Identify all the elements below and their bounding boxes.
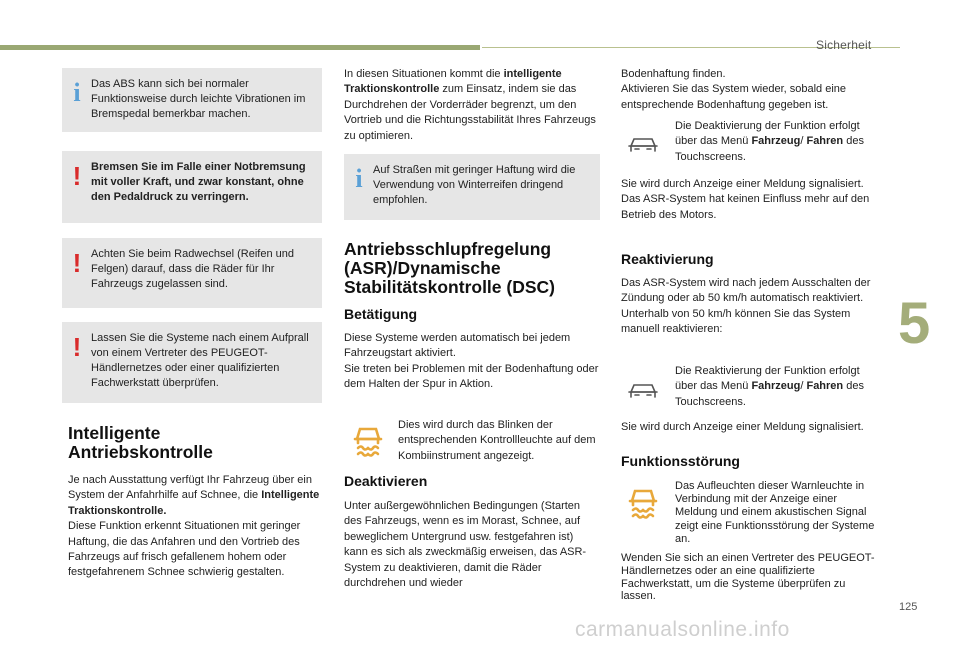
fault-lamp-description: Das Aufleuchten dieser Warnleuchte in Verbindung mit der Anzeige einer Meldung und einem akustischen Signal zeigt eine Funktionsstörung der Systeme an. xyxy=(675,480,875,545)
text: / xyxy=(800,380,807,393)
deactivation-result-text xyxy=(621,177,877,223)
bold-text: Intelligente Traktionskontrolle. xyxy=(68,489,320,517)
text: / xyxy=(800,135,807,148)
paragraph: Sie treten bei Problemen mit der Bodenhaftung oder dem Halten der Spur in Aktion. xyxy=(344,362,599,391)
exclamation-icon: ! xyxy=(72,161,82,191)
menu-name: Fahren xyxy=(806,135,844,148)
car-outline-icon xyxy=(628,136,658,154)
lamp-description: Dies wird durch das Blinken der entsprechenden Kontrollleuchte auf dem Kombiinstrument angezeigt. xyxy=(398,419,596,462)
deactivation-menu-text xyxy=(675,119,875,165)
deaktivieren-text xyxy=(344,499,600,591)
reactivation-menu-text xyxy=(675,364,875,410)
left-body-text xyxy=(68,473,322,581)
warning-box-text: Bremsen Sie im Falle einer Notbremsung mit voller Kraft, und zwar konstant, ohne den Pedaldruck zu verringern. xyxy=(91,161,306,203)
heading-line: Antriebsschlupfregelung xyxy=(344,239,552,259)
text: Die Reaktivierung der Funktion erfolgt über das Menü xyxy=(675,365,860,393)
paragraph: Das ASR-System hat keinen Einfluss mehr auf den Betrieb des Motors. xyxy=(621,193,870,221)
reactivation-result-text xyxy=(621,420,877,435)
paragraph: Unterhalb von 50 km/h können Sie das System manuell reaktivieren: xyxy=(621,307,851,336)
paragraph: Wenden Sie sich an einen Vertreter des PEUGEOT-Händlernetzes oder an eine qualifizierte Fachwerkstatt, um die Systeme überprüfen zu lassen. xyxy=(621,552,875,603)
info-box-text: Das ABS kann sich bei normaler Funktionsweise durch leichte Vibrationen im Bremspedal bemerkbar machen. xyxy=(91,78,306,120)
paragraph: Diese Funktion erkennt Situationen mit geringer Haftung, die das Anfahren und den Vortrieb des Fahrzeugs auf frisch gefallenem hohem oder festgefahrenem Schnee schwierig gestalten. xyxy=(68,520,301,579)
subheading-funktionsstoerung: Funktionsstörung xyxy=(621,453,740,469)
reaktivierung-text xyxy=(621,276,877,338)
warning-box-emergency xyxy=(62,151,322,223)
menu-name: Fahren xyxy=(806,380,844,393)
fault-advice-text xyxy=(621,552,877,603)
right-intro-text xyxy=(621,67,877,113)
info-box-winter-tyres xyxy=(344,154,600,220)
subheading-deaktivieren: Deaktivieren xyxy=(344,473,428,489)
text: zum Einsatz, indem sie das Durchdrehen der Vorderräder begrenzt, um den Vortrieb und die Richtungsstabilität Ihres Fahrzeugs zu optimieren. xyxy=(344,83,596,142)
header-accent-bar xyxy=(0,45,480,50)
warning-box-inspection xyxy=(62,322,322,403)
paragraph: Unter außergewöhnlichen Bedingungen (Starten des Fahrzeugs, wenn es im Morast, Schnee, auf beweglichem Untergrund usw. festgefahren ist) kann es sich als zweckmäßig erweisen, das ASR-System zu deaktivieren, damit die Räder durchdrehen und wieder xyxy=(344,500,587,590)
text: des Touchscreens. xyxy=(675,380,864,408)
traction-control-lamp-icon xyxy=(352,424,384,458)
menu-name: Fahrzeug xyxy=(751,380,801,393)
paragraph xyxy=(68,473,322,519)
car-outline-icon xyxy=(628,382,658,400)
text: Je nach Ausstattung verfügt Ihr Fahrzeug über ein System der Anfahrhilfe auf Schnee, die xyxy=(68,474,312,502)
middle-intro-text xyxy=(344,67,600,144)
exclamation-icon: ! xyxy=(72,332,82,362)
text: Die Deaktivierung der Funktion erfolgt über das Menü xyxy=(675,120,860,148)
subheading-betaetigung: Betätigung xyxy=(344,306,418,322)
paragraph: Bodenhaftung finden. xyxy=(621,68,726,80)
paragraph xyxy=(344,67,600,144)
text: In diesen Situationen kommt die xyxy=(344,68,504,80)
traction-control-lamp-icon xyxy=(627,486,659,520)
warning-box-text: Lassen Sie die Systeme nach einem Aufprall von einem Vertreter des PEUGEOT-Händlernetzes oder einer qualifizierten Fachwerkstatt überprüfen. xyxy=(91,332,309,389)
warning-box-text: Achten Sie beim Radwechsel (Reifen und Felgen) darauf, dass die Räder für Ihr Fahrzeugs zugelassen sind. xyxy=(91,248,295,290)
info-box-text: Auf Straßen mit geringer Haftung wird die Verwendung von Winterreifen dringend empfohlen. xyxy=(373,164,576,206)
heading-line: Antriebskontrolle xyxy=(68,442,213,462)
info-icon: i xyxy=(355,164,363,193)
warning-box-wheels xyxy=(62,238,322,308)
heading-line: Stabilitätskontrolle (DSC) xyxy=(344,277,555,297)
info-box-abs xyxy=(62,68,322,132)
menu-name: Fahrzeug xyxy=(751,135,801,148)
section-title: Sicherheit xyxy=(816,38,872,52)
info-icon: i xyxy=(73,78,81,107)
bold-text: intelligente Traktionskontrolle xyxy=(344,68,562,96)
text: des Touchscreens. xyxy=(675,135,864,163)
paragraph: Diese Systeme werden automatisch bei jedem Fahrzeugstart aktiviert. xyxy=(344,332,571,360)
heading-line: Intelligente xyxy=(68,423,161,443)
exclamation-icon: ! xyxy=(72,248,82,278)
chapter-number: 5 xyxy=(898,291,931,356)
betaetigung-text xyxy=(344,331,600,393)
paragraph: Das ASR-System wird nach jedem Ausschalten der Zündung oder ab 50 km/h automatisch reaktiviert. xyxy=(621,277,871,305)
page-number: 125 xyxy=(899,601,918,613)
heading-line: (ASR)/Dynamische xyxy=(344,258,501,278)
paragraph: Sie wird durch Anzeige einer Meldung signalisiert. xyxy=(621,421,864,433)
section-heading-intelligent-traction xyxy=(68,424,213,462)
subheading-reaktivierung: Reaktivierung xyxy=(621,251,714,267)
paragraph: Aktivieren Sie das System wieder, sobald eine entsprechende Bodenhaftung gegeben ist. xyxy=(621,83,847,111)
paragraph: Sie wird durch Anzeige einer Meldung signalisiert. xyxy=(621,178,864,190)
section-heading-asr-dsc xyxy=(344,240,555,297)
watermark: carmanualsonline.info xyxy=(575,618,790,641)
